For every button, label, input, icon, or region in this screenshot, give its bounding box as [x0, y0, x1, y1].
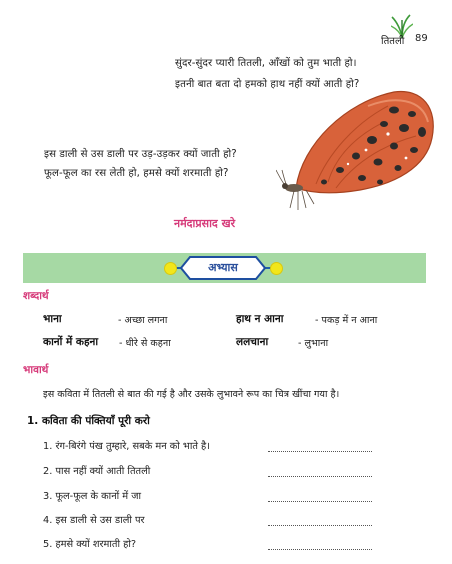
question-1-line-5: 5. हमसे क्यों शरमाती हो?	[43, 539, 137, 550]
question-1-line-4: 4. इस डाली से उस डाली पर	[43, 515, 145, 526]
vocab-word-2: हाथ न आना	[236, 313, 284, 325]
answer-blank-1[interactable]	[268, 451, 372, 452]
banner-dot-left	[164, 262, 177, 275]
poem-author: नर्मदाप्रसाद खरे	[174, 217, 236, 230]
vocab-meaning-4: - लुभाना	[298, 338, 329, 349]
vocab-word-1: भाना	[43, 313, 62, 325]
vocab-meaning-2: - पकड़ में न आना	[315, 315, 378, 326]
vocab-word-3: कानों में कहना	[43, 336, 99, 348]
vocab-meaning-3: - धीरे से कहना	[119, 338, 171, 349]
answer-blank-5[interactable]	[268, 549, 372, 550]
poem-line-4: फूल-फूल का रस लेती हो, हमसे क्यों शरमाती हो?	[44, 168, 229, 179]
vocab-word-4: ललचाना	[236, 336, 269, 348]
vocab-meaning-1: - अच्छा लगना	[118, 315, 168, 326]
exercise-title: अभ्यास	[208, 261, 238, 274]
question-1-line-2: 2. पास नहीं क्यों आती तितली	[43, 466, 151, 477]
poem-line-1: सुंदर-सुंदर प्यारी तितली, आँखों को तुम भाती हो।	[175, 58, 357, 69]
poem-line-3: इस डाली से उस डाली पर उड़-उड़कर क्यों जाती हो?	[44, 149, 237, 160]
summary-heading: भावार्थ	[23, 364, 49, 376]
page-number: 89	[415, 33, 428, 44]
summary-text: इस कविता में तितली से बात की गई है और उसके लुभावने रूप का चित्र खींचा गया है।	[43, 389, 340, 400]
question-1-line-3: 3. फूल-फूल के कानों में जा	[43, 491, 142, 502]
poem-line-2: इतनी बात बता दो हमको हाथ नहीं क्यों आती हो?	[175, 79, 360, 90]
question-1-line-1: 1. रंग-बिरंगे पंख तुम्हारे, सबके मन को भाते है।	[43, 441, 210, 452]
vocabulary-heading: शब्दार्थ	[23, 290, 49, 302]
butterfly-illustration	[276, 84, 438, 226]
page-header-chapter: तितली	[381, 36, 405, 47]
banner-dot-right	[270, 262, 283, 275]
question-1-heading: 1. कविता की पंक्तियाँ पूरी करो	[27, 415, 150, 427]
answer-blank-3[interactable]	[268, 501, 372, 502]
answer-blank-4[interactable]	[268, 525, 372, 526]
answer-blank-2[interactable]	[268, 476, 372, 477]
